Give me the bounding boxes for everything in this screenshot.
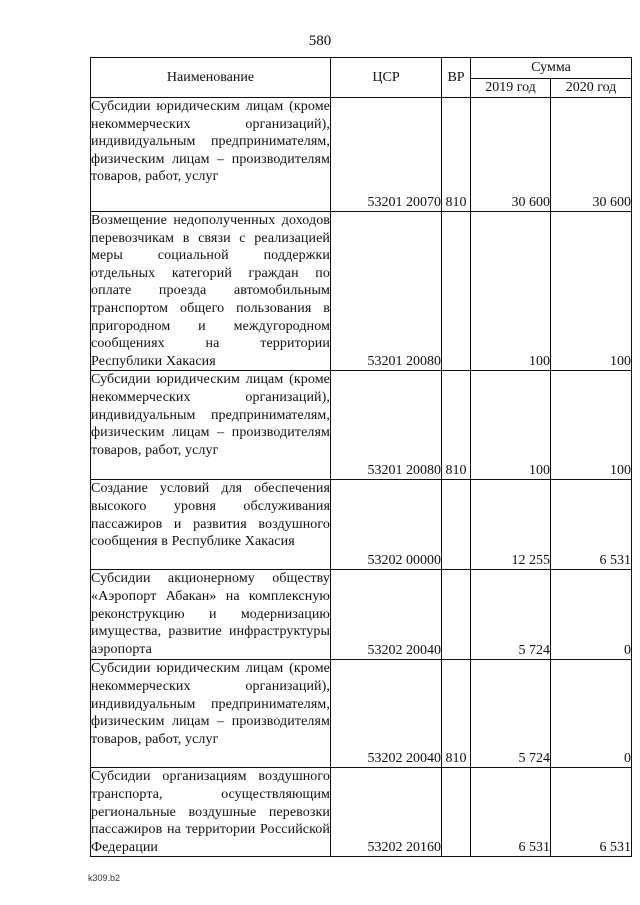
budget-table <box>90 57 632 857</box>
row-sum-2020: 0 <box>551 660 632 768</box>
table-row <box>91 371 632 480</box>
row-vr: 810 <box>442 98 471 212</box>
row-name: Субсидии юридическим лицам (кроме некоммерческих организаций), индивидуальным предпринимателям, физическим лицам – производителям товаров, работ, услуг <box>91 371 331 480</box>
row-csr: 53202 20040 <box>331 660 442 768</box>
row-sum-2020: 30 600 <box>551 98 632 212</box>
table-row <box>91 98 632 212</box>
row-vr: 810 <box>442 660 471 768</box>
row-sum-2019: 5 724 <box>471 660 551 768</box>
header-csr: ЦСР <box>331 58 442 98</box>
table-row <box>91 570 632 660</box>
row-sum-2019: 12 255 <box>471 480 551 570</box>
row-sum-2020: 100 <box>551 371 632 480</box>
row-sum-2020: 6 531 <box>551 768 632 857</box>
header-year-2020: 2020 год <box>551 79 632 98</box>
row-csr: 53202 00000 <box>331 480 442 570</box>
row-sum-2019: 5 724 <box>471 570 551 660</box>
header-sum: Сумма <box>471 58 632 79</box>
row-name: Создание условий для обеспечения высокого уровня обслуживания пассажиров и развития воздушного сообщения в Республике Хакасия <box>91 480 331 570</box>
footer-code: k309.b2 <box>88 873 121 883</box>
row-vr <box>442 768 471 857</box>
table-row <box>91 768 632 857</box>
header-vr: ВР <box>442 58 471 98</box>
row-sum-2020: 0 <box>551 570 632 660</box>
row-sum-2020: 100 <box>551 212 632 371</box>
row-csr: 53202 20160 <box>331 768 442 857</box>
row-name: Субсидии акционерному обществу «Аэропорт Абакан» на комплексную реконструкцию и модернизацию имущества, развитие инфраструктуры аэропорта <box>91 570 331 660</box>
row-vr <box>442 570 471 660</box>
row-vr <box>442 212 471 371</box>
row-csr: 53201 20080 <box>331 371 442 480</box>
table-row <box>91 212 632 371</box>
row-sum-2019: 6 531 <box>471 768 551 857</box>
row-vr <box>442 480 471 570</box>
table-row <box>91 480 632 570</box>
row-vr: 810 <box>442 371 471 480</box>
row-sum-2019: 30 600 <box>471 98 551 212</box>
row-csr: 53201 20070 <box>331 98 442 212</box>
row-sum-2019: 100 <box>471 371 551 480</box>
page-number: 580 <box>308 33 332 49</box>
row-name: Субсидии юридическим лицам (кроме некоммерческих организаций), индивидуальным предпринимателям, физическим лицам – производителям товаров, работ, услуг <box>91 98 331 212</box>
header-year-2019: 2019 год <box>471 79 551 98</box>
row-sum-2020: 6 531 <box>551 480 632 570</box>
header-name: Наименование <box>91 58 331 98</box>
row-name: Субсидии организациям воздушного транспорта, осуществляющим региональные воздушные перевозки пассажиров на территории Российской Федерации <box>91 768 331 857</box>
table-row <box>91 660 632 768</box>
row-name: Возмещение недополученных доходов перевозчикам в связи с реализацией меры социальной поддержки отдельных категорий граждан по оплате проезда автомобильным транспортом общего пользования в пригородном и междугородном сообщениях на территории Республики Хакасия <box>91 212 331 371</box>
row-csr: 53202 20040 <box>331 570 442 660</box>
row-name: Субсидии юридическим лицам (кроме некоммерческих организаций), индивидуальным предпринимателям, физическим лицам – производителям товаров, работ, услуг <box>91 660 331 768</box>
row-sum-2019: 100 <box>471 212 551 371</box>
row-csr: 53201 20080 <box>331 212 442 371</box>
